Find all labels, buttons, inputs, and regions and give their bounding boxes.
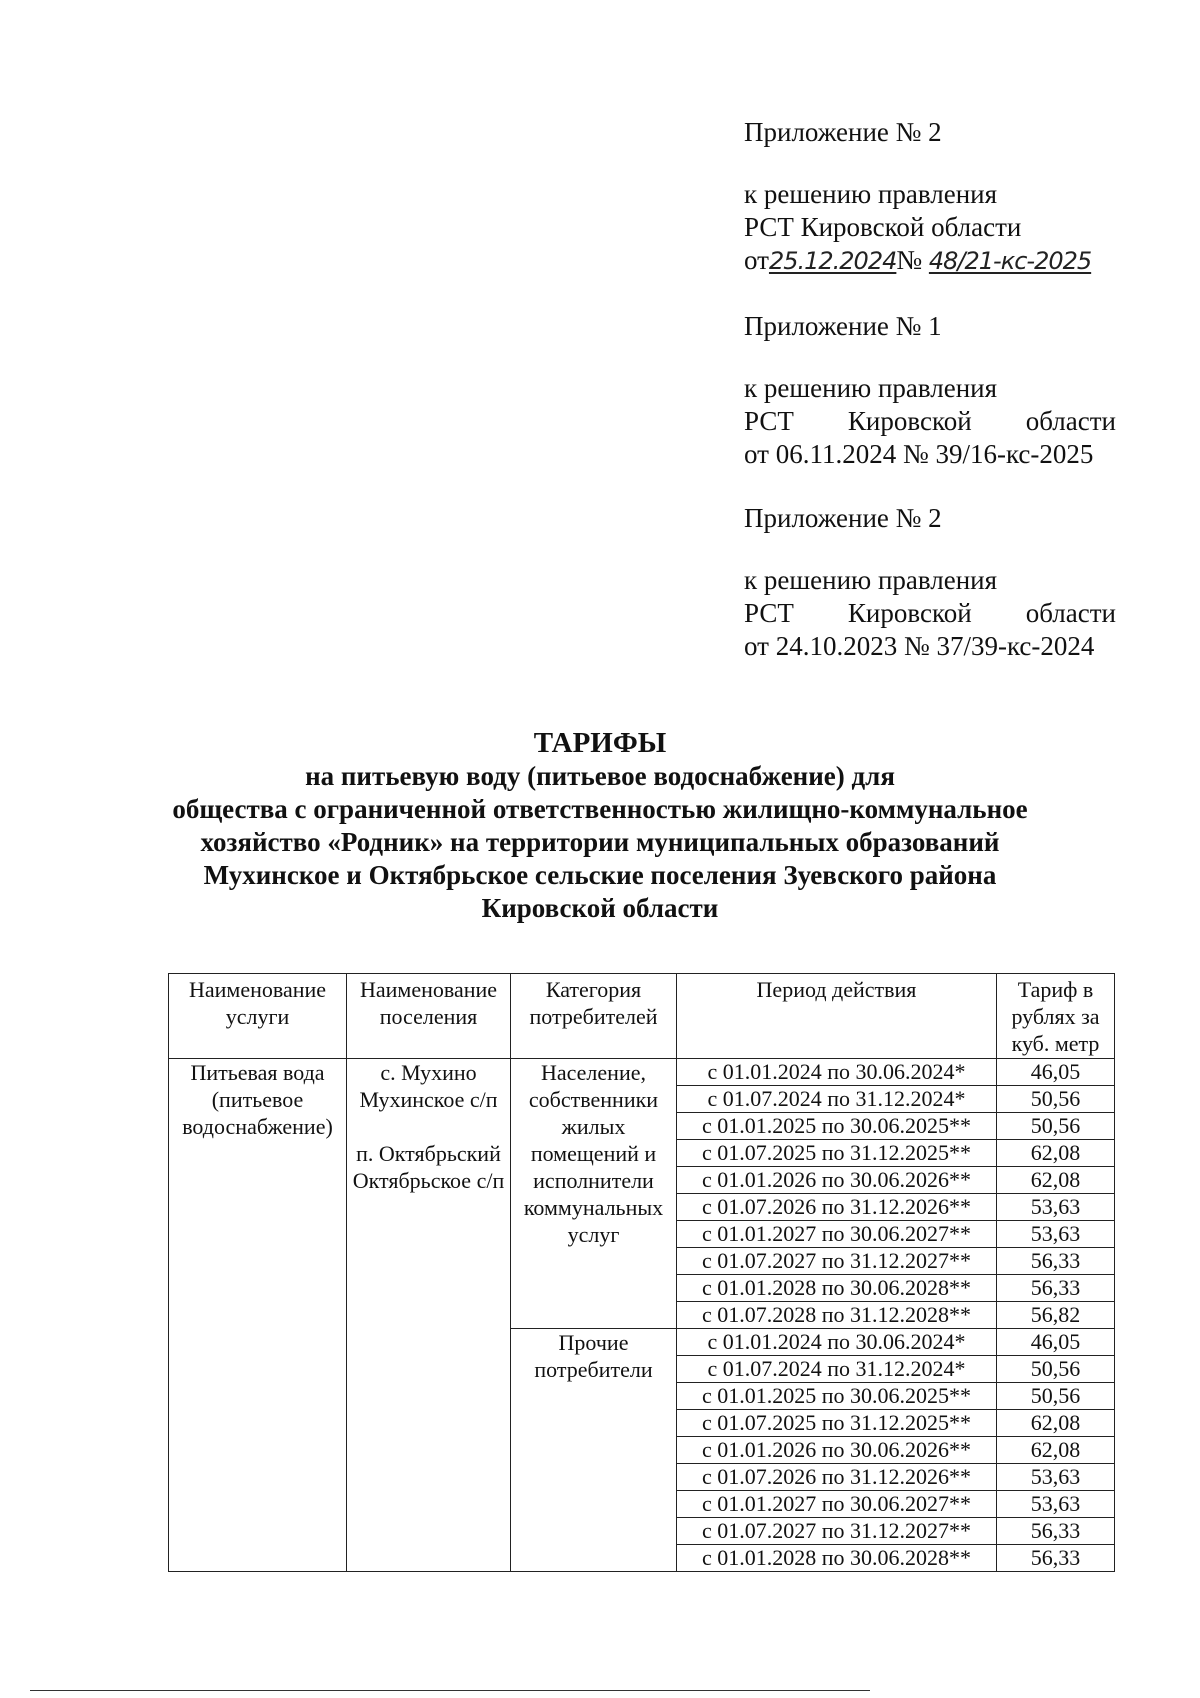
tariff-cell: 62,08 [997, 1410, 1115, 1437]
period-cell: с 01.01.2025 по 30.06.2025** [677, 1383, 997, 1410]
heading-line: Кировской области [481, 893, 719, 923]
word: области [1025, 598, 1116, 628]
appendix-block-2 [744, 310, 1116, 471]
tariff-cell: 56,82 [997, 1302, 1115, 1329]
header-tariff: Тариф в рублях за куб. метр [997, 974, 1115, 1059]
period-cell: с 01.07.2024 по 31.12.2024* [677, 1086, 997, 1113]
period-cell: с 01.01.2027 по 30.06.2027** [677, 1221, 997, 1248]
settlement-cell [347, 1059, 511, 1572]
period-cell: с 01.07.2025 по 31.12.2025** [677, 1410, 997, 1437]
tariff-cell: 53,63 [997, 1194, 1115, 1221]
appendix-line: РСТ Кировской области [744, 212, 1022, 242]
period-cell: с 01.07.2027 по 31.12.2027** [677, 1518, 997, 1545]
period-cell: с 01.01.2027 по 30.06.2027** [677, 1491, 997, 1518]
period-cell: с 01.01.2026 по 30.06.2026** [677, 1437, 997, 1464]
tariff-cell: 56,33 [997, 1518, 1115, 1545]
tariff-cell: 56,33 [997, 1545, 1115, 1572]
tariff-cell: 53,63 [997, 1464, 1115, 1491]
tariff-cell: 50,56 [997, 1356, 1115, 1383]
table-row [169, 1059, 1115, 1086]
appendix-line: к решению правления [744, 565, 998, 595]
period-cell: с 01.07.2026 по 31.12.2026** [677, 1194, 997, 1221]
appendix-line: к решению правления [744, 373, 998, 403]
period-cell: с 01.07.2026 по 31.12.2026** [677, 1464, 997, 1491]
tariff-cell: 62,08 [997, 1437, 1115, 1464]
tariff-cell: 50,56 [997, 1383, 1115, 1410]
date-prefix: от [744, 245, 769, 275]
heading-title: ТАРИФЫ [533, 727, 667, 759]
appendix-date-line [744, 244, 1091, 278]
tariff-cell: 56,33 [997, 1275, 1115, 1302]
handwritten-number: 48/21-кс-2025 [928, 247, 1092, 275]
appendix-line: к решению правления [744, 179, 998, 209]
period-cell: с 01.01.2028 по 30.06.2028** [677, 1275, 997, 1302]
appendix-title: Приложение № 2 [744, 117, 942, 147]
handwritten-date: 25.12.2024 [768, 247, 897, 275]
word: области [1025, 406, 1116, 436]
tariff-cell: 56,33 [997, 1248, 1115, 1275]
document-heading [150, 727, 1050, 925]
footer-line [270, 1690, 420, 1691]
tariff-cell: 53,63 [997, 1491, 1115, 1518]
period-cell: с 01.01.2024 по 30.06.2024* [677, 1329, 997, 1356]
number-prefix: № [896, 245, 923, 275]
footer-line [30, 1690, 270, 1691]
appendix-title: Приложение № 1 [744, 311, 942, 341]
footer-line [420, 1690, 870, 1691]
heading-line: Мухинское и Октябрьское сельские поселения Зуевского района [203, 860, 997, 890]
appendix-block-1 [744, 116, 1091, 278]
tariff-cell: 50,56 [997, 1113, 1115, 1140]
settlement-name: с. Мухино Мухинское с/п [359, 1060, 498, 1112]
tariff-cell: 62,08 [997, 1140, 1115, 1167]
period-cell: с 01.01.2024 по 30.06.2024* [677, 1059, 997, 1086]
settlement-name: п. Октябрьский Октябрьское с/п [352, 1141, 505, 1193]
word: Кировской [847, 406, 972, 436]
period-cell: с 01.07.2027 по 31.12.2027** [677, 1248, 997, 1275]
tariff-cell: 50,56 [997, 1086, 1115, 1113]
tariff-cell: 53,63 [997, 1221, 1115, 1248]
appendix-block-3 [744, 502, 1116, 663]
appendix-date-line: от 06.11.2024 № 39/16-кс-2025 [744, 439, 1094, 469]
appendix-title: Приложение № 2 [744, 503, 942, 533]
period-cell: с 01.07.2025 по 31.12.2025** [677, 1140, 997, 1167]
word: РСТ [744, 598, 794, 628]
tariff-table [168, 973, 1115, 1572]
tariff-cell: 46,05 [997, 1059, 1115, 1086]
appendix-line-justified [744, 597, 1116, 630]
period-cell: с 01.07.2028 по 31.12.2028** [677, 1302, 997, 1329]
heading-line: общества с ограниченной ответственностью жилищно-коммунальное [172, 794, 1028, 824]
heading-line: хозяйство «Родник» на территории муниципальных образований [200, 827, 1000, 857]
appendix-date-line: от 24.10.2023 № 37/39-кс-2024 [744, 631, 1095, 661]
header-category: Категория потребителей [511, 974, 677, 1059]
category-cell: Население, собственники жилых помещений и исполнители коммунальных услуг [511, 1059, 677, 1329]
appendix-line-justified [744, 405, 1116, 438]
header-service: Наименование услуги [169, 974, 347, 1059]
header-period: Период действия [677, 974, 997, 1059]
service-cell: Питьевая вода (питьевое водоснабжение) [169, 1059, 347, 1572]
word: Кировской [847, 598, 972, 628]
period-cell: с 01.01.2025 по 30.06.2025** [677, 1113, 997, 1140]
header-settlement: Наименование поселения [347, 974, 511, 1059]
period-cell: с 01.01.2026 по 30.06.2026** [677, 1167, 997, 1194]
heading-line: на питьевую воду (питьевое водоснабжение) для [305, 761, 895, 791]
tariff-cell: 46,05 [997, 1329, 1115, 1356]
tariff-cell: 62,08 [997, 1167, 1115, 1194]
period-cell: с 01.01.2028 по 30.06.2028** [677, 1545, 997, 1572]
period-cell: с 01.07.2024 по 31.12.2024* [677, 1356, 997, 1383]
table-header-row [169, 974, 1115, 1059]
word: РСТ [744, 406, 794, 436]
category-cell: Прочие потребители [511, 1329, 677, 1572]
